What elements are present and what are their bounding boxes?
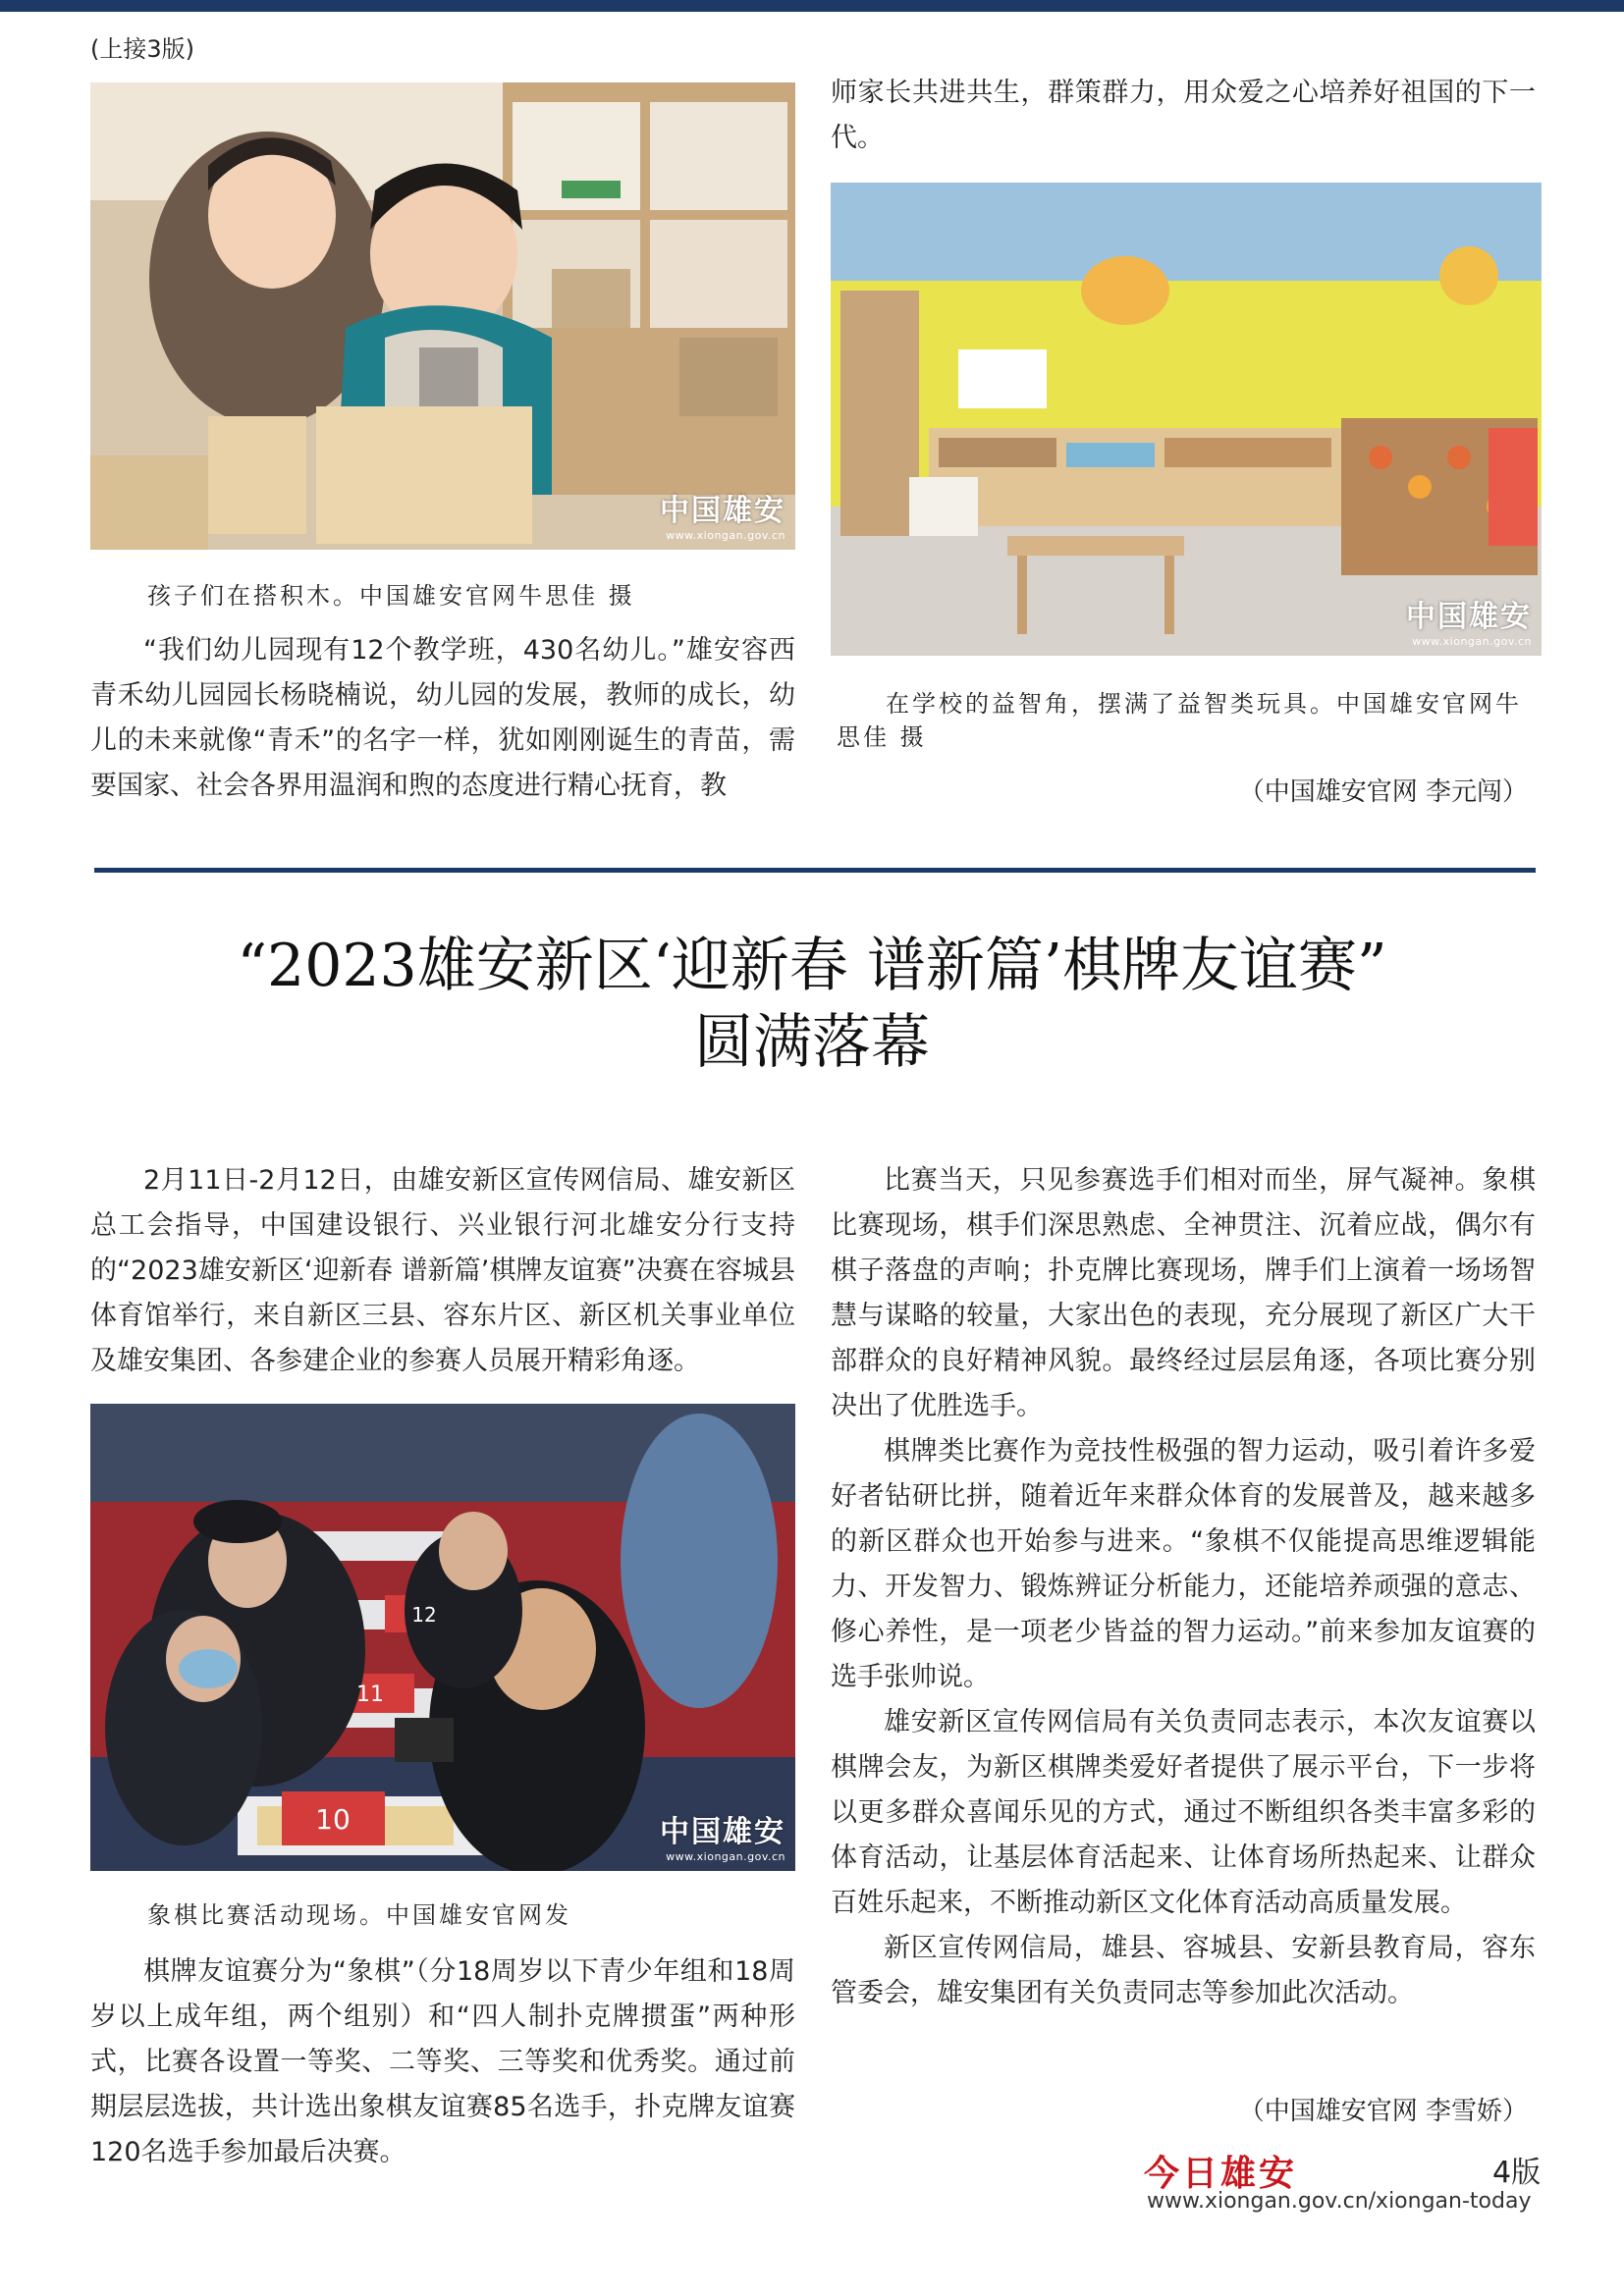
footer-page-number: 4版 [1492, 2156, 1542, 2190]
footer-url: www.xiongan.gov.cn/xiongan-today [1147, 2189, 1532, 2214]
photo-watermark: 中国雄安 www.xiongan.gov.cn [660, 1815, 785, 1863]
top-accent-bar [0, 0, 1624, 12]
article-right-paragraph-1: 比赛当天，只见参赛选手们相对而坐，屏气凝神。象棋比赛现场，棋手们深思熟虑、全神贯注、沉着应战，偶尔有棋子落盘的声响；扑克牌比赛现场，牌手们上演着一场场智慧与谋略的较量，大家出色的表现，充分展现了新区广大干部群众的良好精神风貌。最终经过层层角逐，各项比赛分别决出了优胜选手。 [831, 1165, 1536, 1421]
photo-watermark: 中国雄安 www.xiongan.gov.cn [660, 494, 785, 542]
table-number-11: 11 [356, 1682, 384, 1707]
article-right-column [831, 1158, 1536, 2016]
section-divider [94, 868, 1536, 873]
headline-line-1: “2023雄安新区‘迎新春 谱新篇’棋牌友谊赛” [237, 932, 1387, 1000]
table-number-10: 10 [315, 1803, 351, 1836]
article-right-paragraph-2: 棋牌类比赛作为竞技性极强的智力运动，吸引着许多爱好者钻研比拼，随着近年来群众体育的发展普及，越来越多的新区群众也开始参与进来。“象棋不仅能提高思维逻辑能力、开发智力、锻炼辨证分析能力，还能培养顽强的意志、修心养性，是一项老少皆益的智力运动。”前来参加友谊赛的选手张帅说。 [831, 1436, 1536, 1692]
footer-brand-logo: 今日雄安 [1144, 2153, 1298, 2194]
top-credit: （中国雄安官网 李元闯） [1238, 777, 1528, 807]
photo-kids-building-blocks [90, 82, 795, 550]
top-right-paragraph: 师家长共进共生，群策群力，用众爱之心培养好祖国的下一代。 [831, 78, 1536, 153]
article-left-paragraph-2: 棋牌友谊赛分为“象棋”（分18周岁以下青少年组和18周岁以上成年组，两个组别）和“四人制扑克牌掼蛋”两种形式，比赛各设置一等奖、二等奖、三等奖和优秀奖。通过前期层层选拔，共计选出象棋友谊赛85名选手，扑克牌友谊赛120名选手参加最后决赛。 [90, 1956, 795, 2167]
photo-chess-competition [90, 1404, 795, 1871]
article-headline [90, 928, 1534, 1081]
photo-caption-1: 孩子们在搭积木。中国雄安官网牛思佳 摄 [147, 582, 635, 610]
continued-from-label: (上接3版) [90, 35, 194, 63]
headline-line-2: 圆满落幕 [694, 1008, 930, 1077]
table-number-12: 12 [411, 1603, 437, 1627]
article-credit: （中国雄安官网 李雪娇） [1238, 2097, 1528, 2126]
photo-caption-2: 在学校的益智角，摆满了益智类玩具。中国雄安官网牛思佳 摄 [837, 690, 1522, 751]
article-left-paragraph-1: 2月11日-2月12日，由雄安新区宣传网信局、雄安新区总工会指导，中国建设银行、兴业银行河北雄安分行支持的“2023雄安新区‘迎新春 谱新篇’棋牌友谊赛”决赛在容城县体育馆举行，来自新区三县、容东片区、新区机关事业单位及雄安集团、各参建企业的参赛人员展开精彩角逐。 [90, 1165, 795, 1376]
photo-caption-3: 象棋比赛活动现场。中国雄安官网发 [147, 1901, 571, 1929]
top-left-paragraph: “我们幼儿园现有12个教学班，430名幼儿。”雄安容西青禾幼儿园园长杨晓楠说，幼儿园的发展，教师的成长，幼儿的未来就像“青禾”的名字一样，犹如刚刚诞生的青苗，需要国家、社会各界用温润和煦的态度进行精心抚育，教 [90, 635, 795, 801]
article-right-paragraph-4: 新区宣传网信局，雄县、容城县、安新县教育局，容东管委会，雄安集团有关负责同志等参加此次活动。 [831, 1933, 1536, 2008]
photo-watermark: 中国雄安 www.xiongan.gov.cn [1406, 600, 1532, 648]
article-right-paragraph-3: 雄安新区宣传网信局有关负责同志表示，本次友谊赛以棋牌会友，为新区棋牌类爱好者提供了展示平台，下一步将以更多群众喜闻乐见的方式，通过不断组织各类丰富多彩的体育活动，让基层体育活起来、让体育场所热起来、让群众百姓乐起来，不断推动新区文化体育活动高质量发展。 [831, 1707, 1536, 1918]
photo-puzzle-corner [831, 183, 1542, 656]
